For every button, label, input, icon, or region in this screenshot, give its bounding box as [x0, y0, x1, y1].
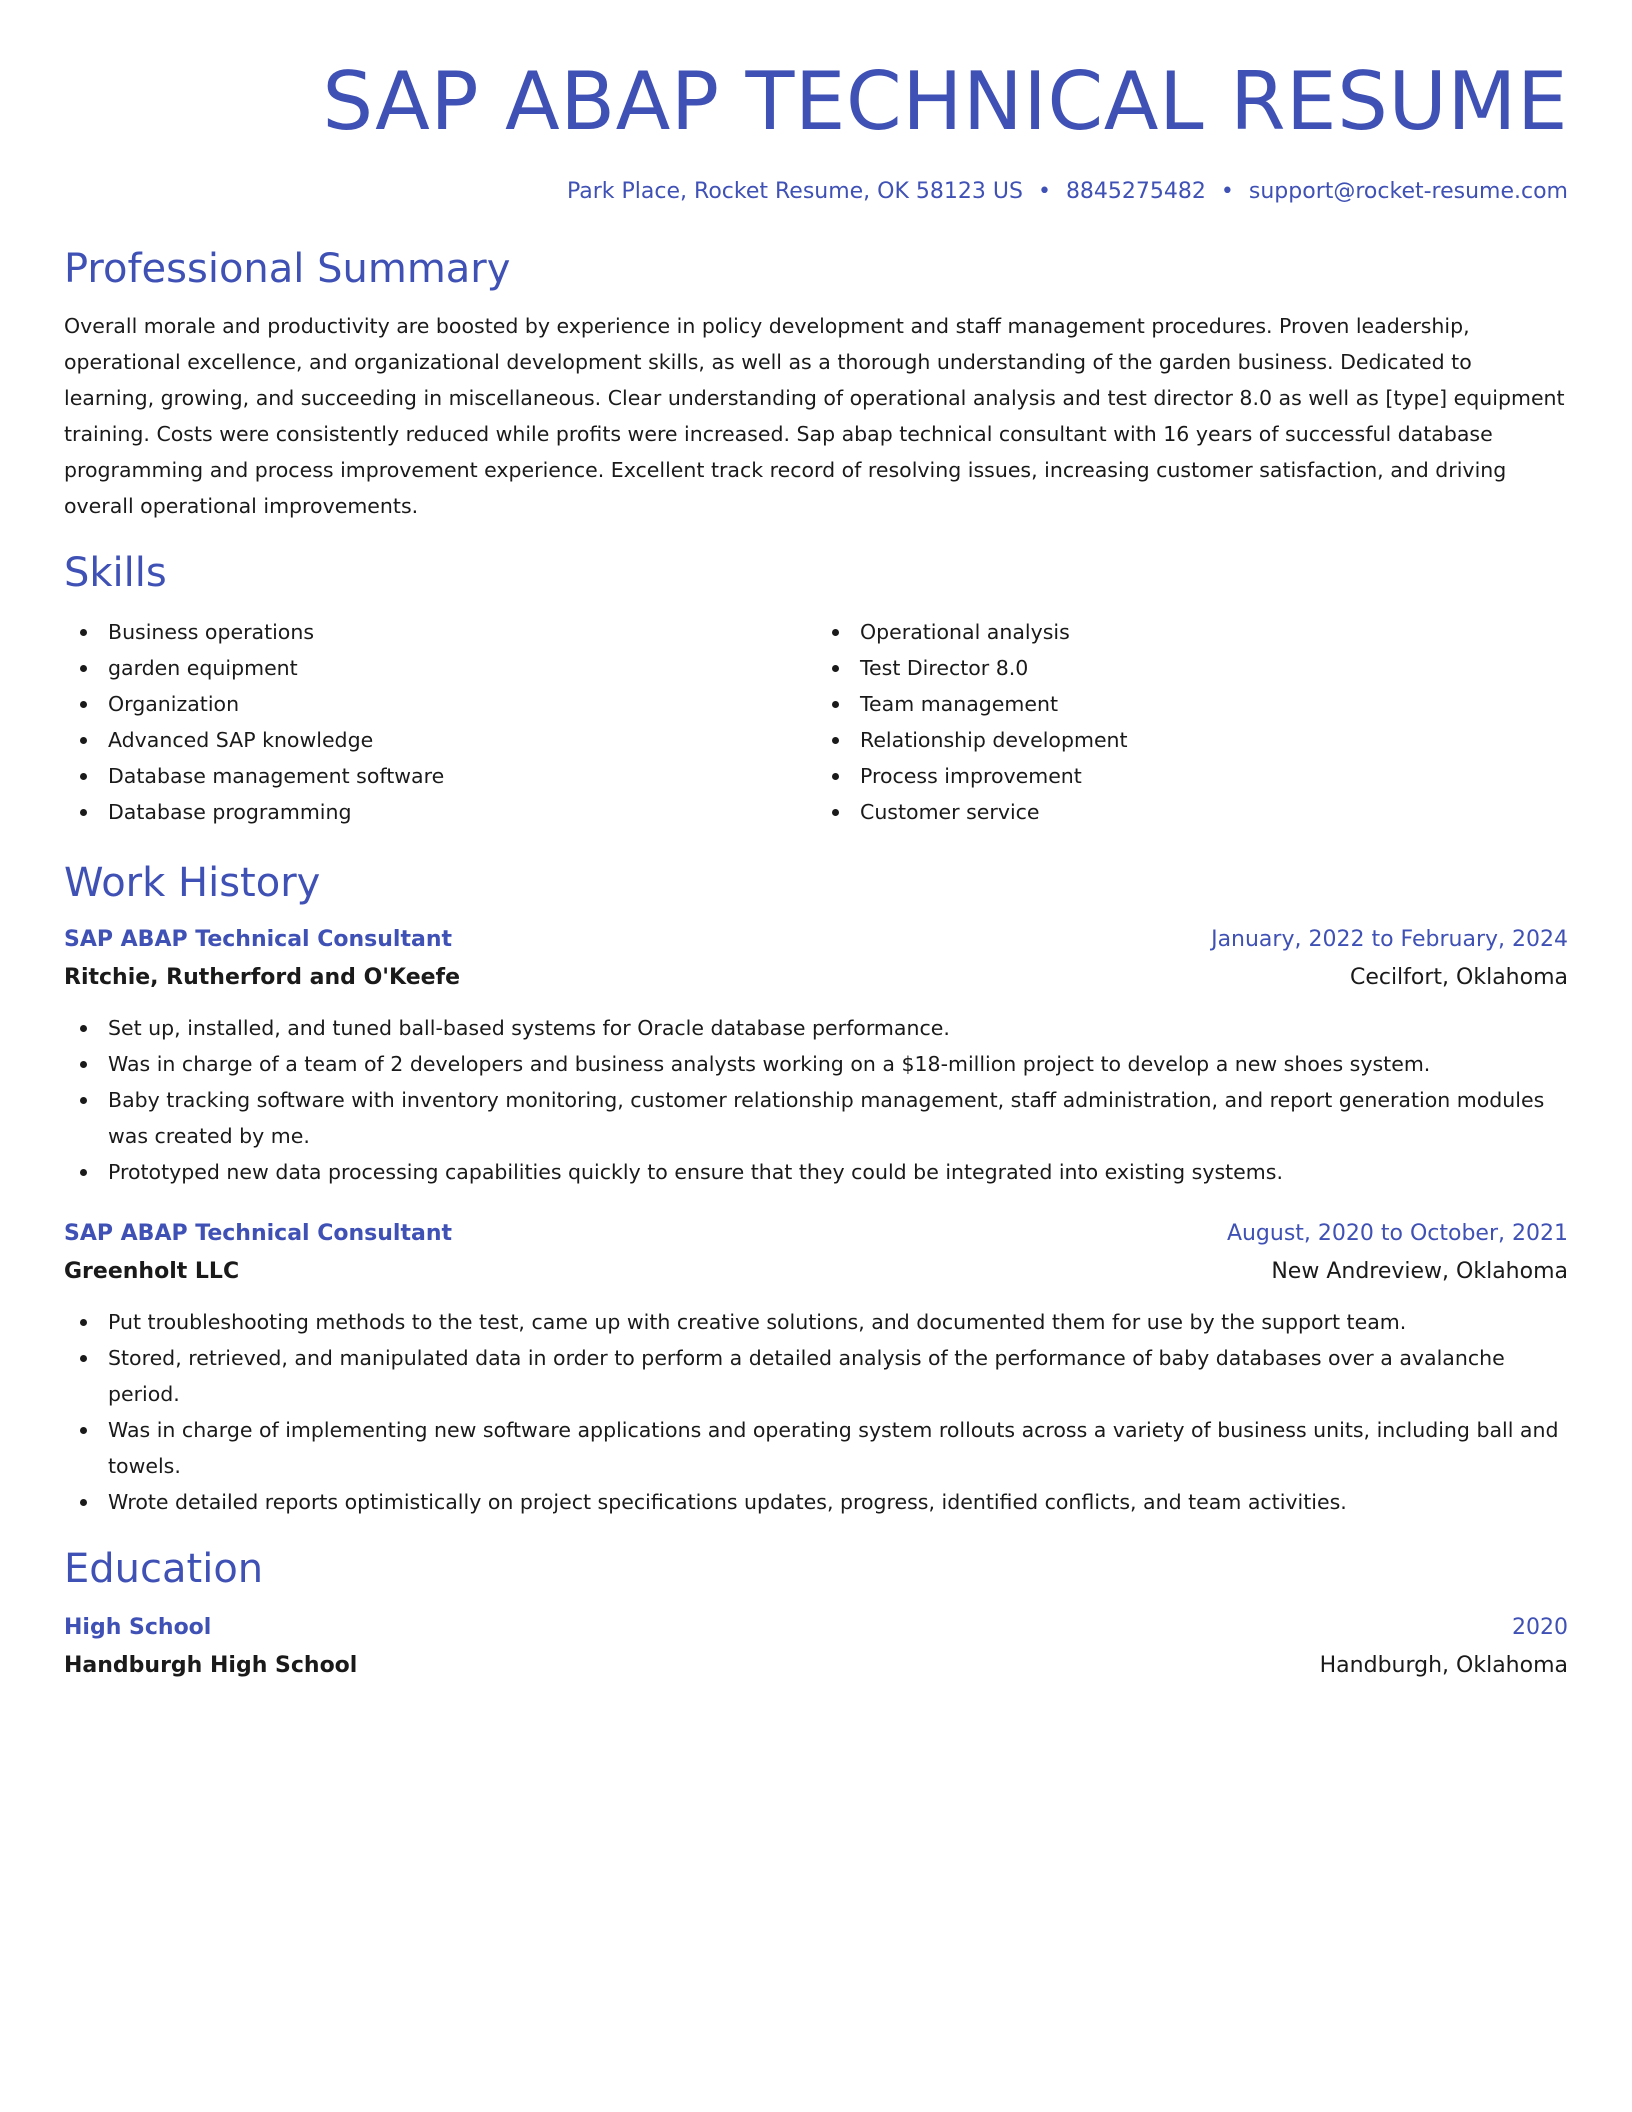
- job-duty: Stored, retrieved, and manipulated data in order to perform a detailed analysis of the performance of baby databases over a avalanche period.: [64, 1340, 1568, 1412]
- resume-title: SAP ABAP TECHNICAL RESUME: [322, 55, 1568, 148]
- job-company: Ritchie, Rutherford and O'Keefe: [64, 965, 461, 990]
- education-heading: Education: [64, 1546, 264, 1592]
- education-school-row: [64, 1646, 1568, 1686]
- contact-address: Park Place, Rocket Resume, OK 58123 US: [567, 179, 1023, 204]
- contact-line: [64, 178, 1568, 206]
- summary-section: [64, 244, 1568, 524]
- work-history-section: [64, 858, 1568, 1520]
- skill-item: Organization: [64, 686, 816, 722]
- education-entry: [64, 1610, 1568, 1686]
- job-title: SAP ABAP Technical Consultant: [64, 927, 453, 952]
- work-history-heading: Work History: [64, 860, 321, 906]
- job-duty: Put troubleshooting methods to the test, came up with creative solutions, and documented them for use by the support team.: [64, 1304, 1568, 1340]
- skills-list-left: [64, 614, 816, 830]
- contact-separator: •: [1220, 179, 1234, 204]
- job-dates: August, 2020 to October, 2021: [1226, 1221, 1568, 1246]
- skills-grid: [64, 614, 1568, 830]
- skills-list-right: [816, 614, 1568, 830]
- job-company-row: [64, 1252, 1568, 1292]
- skill-item: Process improvement: [816, 758, 1568, 794]
- education-year: 2020: [1512, 1615, 1568, 1640]
- job-dates: January, 2022 to February, 2024: [1211, 927, 1568, 952]
- job-header-row: [64, 1216, 1568, 1252]
- education-section: [64, 1544, 1568, 1686]
- skill-item: Operational analysis: [816, 614, 1568, 650]
- job-company: Greenholt LLC: [64, 1259, 240, 1284]
- job-duty: Baby tracking software with inventory monitoring, customer relationship management, staff administration, and report generation modules was created by me.: [64, 1082, 1568, 1154]
- skill-item: Database management software: [64, 758, 816, 794]
- job-duties-list: [64, 1010, 1568, 1190]
- job-location: New Andreview, Oklahoma: [1271, 1259, 1568, 1284]
- contact-email[interactable]: support@rocket-resume.com: [1248, 179, 1568, 204]
- summary-heading: Professional Summary: [64, 246, 511, 292]
- skill-item: Team management: [816, 686, 1568, 722]
- job-company-row: [64, 958, 1568, 998]
- resume-header: [64, 52, 1568, 206]
- summary-text: Overall morale and productivity are boosted by experience in policy development and staff management procedures. Proven leadership, operational excellence, and organizational development skills, as well as a thorough understanding of the garden business. Dedicated to learning, growing, and succeeding in miscellaneous. Clear understanding of operational analysis and test director 8.0 as well as [type] equipment training. Costs were consistently reduced while profits were increased. Sap abap technical consultant with 16 years of successful database programming and process improvement experience. Excellent track record of resolving issues, increasing customer satisfaction, and driving overall operational improvements.: [64, 314, 1565, 518]
- education-school: Handburgh High School: [64, 1653, 358, 1678]
- job-duty: Was in charge of implementing new software applications and operating system rollouts across a variety of business units, including ball and towels.: [64, 1412, 1568, 1484]
- education-header-row: [64, 1610, 1568, 1646]
- skill-item: Database programming: [64, 794, 816, 830]
- job-duties-list: [64, 1304, 1568, 1520]
- job-entry: [64, 922, 1568, 1190]
- education-location: Handburgh, Oklahoma: [1319, 1653, 1568, 1678]
- job-duty: Was in charge of a team of 2 developers and business analysts working on a $18-million project to develop a new shoes system.: [64, 1046, 1568, 1082]
- contact-separator: •: [1037, 179, 1051, 204]
- skill-item: Customer service: [816, 794, 1568, 830]
- skill-item: Relationship development: [816, 722, 1568, 758]
- skill-item: garden equipment: [64, 650, 816, 686]
- job-duty: Wrote detailed reports optimistically on project specifications updates, progress, identified conflicts, and team activities.: [64, 1484, 1568, 1520]
- skill-item: Test Director 8.0: [816, 650, 1568, 686]
- job-duty: Prototyped new data processing capabilities quickly to ensure that they could be integrated into existing systems.: [64, 1154, 1568, 1190]
- job-title: SAP ABAP Technical Consultant: [64, 1221, 453, 1246]
- job-location: Cecilfort, Oklahoma: [1349, 965, 1568, 990]
- job-header-row: [64, 922, 1568, 958]
- skills-heading: Skills: [64, 550, 167, 596]
- skill-item: Business operations: [64, 614, 816, 650]
- job-entry: [64, 1216, 1568, 1520]
- skills-section: [64, 548, 1568, 830]
- education-degree: High School: [64, 1615, 212, 1640]
- contact-phone[interactable]: 8845275482: [1065, 179, 1206, 204]
- job-duty: Set up, installed, and tuned ball-based systems for Oracle database performance.: [64, 1010, 1568, 1046]
- skill-item: Advanced SAP knowledge: [64, 722, 816, 758]
